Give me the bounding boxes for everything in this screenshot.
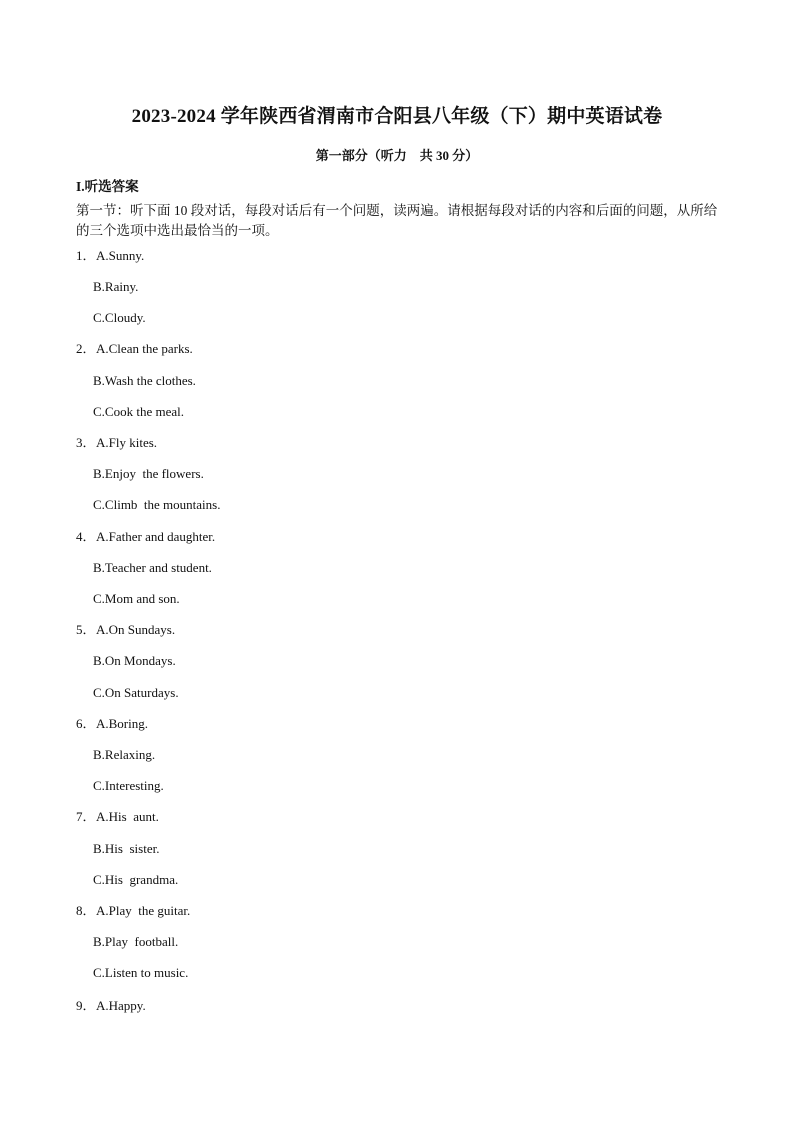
option-a: A.Father and daughter. [96, 529, 216, 544]
option-c: C.Cloudy. [93, 310, 146, 325]
option-b: B.Enjoy the flowers. [93, 466, 204, 481]
option-b: B.His sister. [93, 841, 160, 856]
option-c: C.Mom and son. [93, 591, 180, 606]
option-b: B.Relaxing. [93, 747, 156, 762]
option-a: A.Clean the parks. [96, 341, 193, 356]
option-a: A.His aunt. [96, 809, 159, 824]
option-a: A.Play the guitar. [96, 903, 191, 918]
part-subtitle: 第一部分（听力 共 30 分） [315, 148, 479, 163]
option-c: C.Interesting. [93, 778, 164, 793]
option-c: C.Climb the mountains. [93, 497, 221, 512]
option-b: B.Rainy. [93, 279, 139, 294]
option-a: A.On Sundays. [96, 622, 176, 637]
option-c: C.On Saturdays. [93, 685, 179, 700]
question-number: 1． [76, 248, 96, 263]
option-b: B.Play football. [93, 934, 179, 949]
exam-title: 2023-2024 学年陕西省渭南市合阳县八年级（下）期中英语试卷 [131, 106, 663, 127]
question-number: 4． [76, 529, 96, 544]
section-instructions: 第一节：听下面 10 段对话，每段对话后有一个问题，读两遍。请根据每段对话的内容和后面的问题，从所给的三个选项中选出最恰当的一项。 [76, 203, 718, 238]
option-b: B.Wash the clothes. [93, 373, 196, 388]
question-number: 8． [76, 903, 96, 918]
question-number: 6． [76, 716, 96, 731]
question-number: 9． [76, 998, 96, 1013]
option-b: B.Teacher and student. [93, 560, 212, 575]
option-a: A.Boring. [96, 716, 148, 731]
option-a: A.Fly kites. [96, 435, 158, 450]
option-a: A.Happy. [96, 998, 146, 1013]
question-number: 7． [76, 809, 96, 824]
section-heading: I.听选答案 [76, 179, 139, 194]
option-b: B.On Mondays. [93, 653, 176, 668]
option-c: C.Cook the meal. [93, 404, 184, 419]
question-number: 5． [76, 622, 96, 637]
question-number: 2． [76, 341, 96, 356]
option-c: C.Listen to music. [93, 965, 189, 980]
option-a: A.Sunny. [96, 248, 145, 263]
option-c: C.His grandma. [93, 872, 179, 887]
question-number: 3． [76, 435, 96, 450]
